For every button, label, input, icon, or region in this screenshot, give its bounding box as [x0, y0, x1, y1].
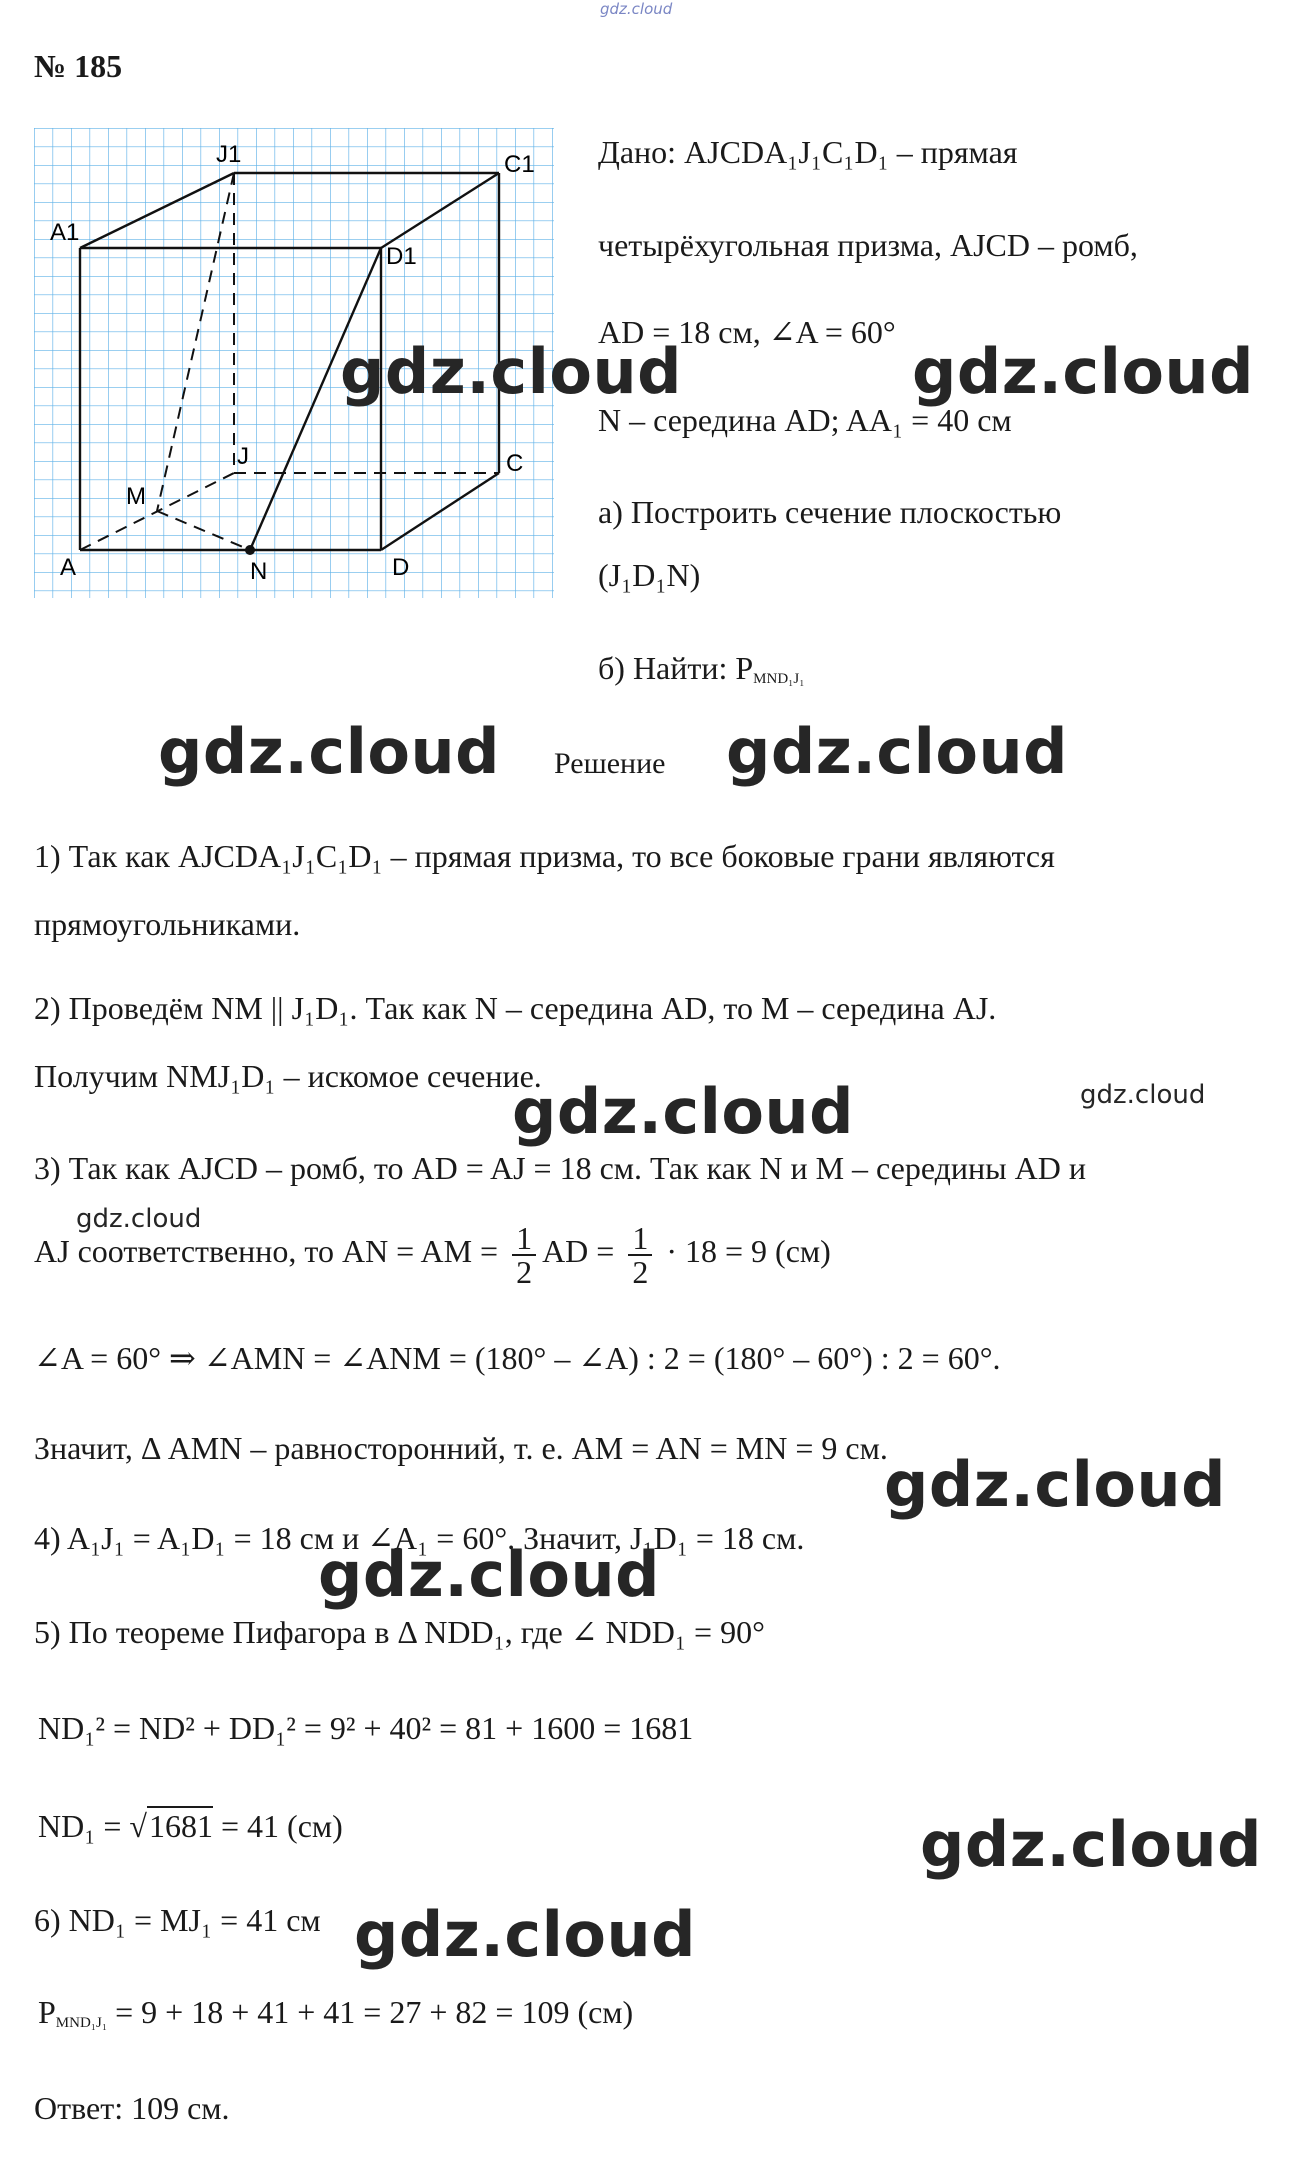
step-3-line-1: 3) Так как AJCD – ромб, то AD = AJ = 18 см. Так как N и M – середины AD и: [34, 1150, 1086, 1186]
step-3-line-2: AJ соответственно, то AN = AM = $\frac{1}{2}$ AD = $\frac{1}{2}$ · 18 = 9 (см): [34, 1219, 831, 1290]
label-C1: C1: [504, 151, 535, 178]
label-C: C: [506, 450, 524, 477]
label-J1: J1: [216, 141, 242, 168]
watermark: gdz.cloud: [884, 1448, 1227, 1521]
watermark: gdz.cloud: [512, 1075, 855, 1148]
step-3-line-3: ∠A = 60° ⇒ ∠AMN = ∠ANM = (180° – ∠A) : 2 = (180° – 60°) : 2 = 60°.: [34, 1340, 1001, 1376]
given-line-6: (J₁D₁N): [598, 557, 701, 593]
given-line-5: а) Построить сечение плоскостью: [598, 494, 1062, 530]
answer: Ответ: 109 см.: [34, 2090, 230, 2126]
step-3-line-4: Значит, Δ AMN – равносторонний, т. е. AM = AN = MN = 9 см.: [34, 1430, 888, 1466]
given-line-3: AD = 18 см, ∠A = 60°: [598, 314, 896, 350]
label-D: D: [392, 554, 410, 581]
step-5-line-2: ND₁² = ND² + DD₁² = 9² + 40² = 81 + 1600 = 1681: [38, 1710, 694, 1746]
watermark: gdz.cloud: [920, 1808, 1263, 1881]
problem-number: № 185: [34, 48, 123, 84]
given-line-7: б) Найти: $P_{MND_1J_1}$: [598, 650, 805, 687]
watermark: gdz.cloud: [340, 335, 683, 408]
watermark: gdz.cloud: [912, 335, 1255, 408]
watermark: gdz.cloud: [318, 1538, 661, 1611]
step-4: 4) A₁J₁ = A₁D₁ = 18 см и ∠A₁ = 60°. Значит, J₁D₁ = 18 см.: [34, 1520, 805, 1556]
step-6-line-2: $P_{MND_1J_1} = 9 + 18 + 41 + 41 = 27 + 82 = 109$ (см): [38, 1994, 634, 2031]
given-line-2: четырёхугольная призма, AJCD – ромб,: [598, 227, 1138, 263]
watermark: gdz.cloud: [76, 1204, 202, 1234]
given-line-1: Дано: AJCDA₁J₁C₁D₁ – прямая: [598, 134, 1018, 170]
watermark: gdz.cloud: [158, 715, 501, 788]
step-1-line-2: прямоугольниками.: [34, 906, 301, 942]
solution-heading: Решение: [554, 747, 666, 780]
fraction-half-2: $\frac{1}{2}$: [628, 1222, 652, 1288]
label-A: A: [60, 554, 77, 581]
label-J: J: [237, 443, 249, 470]
step-6-line-1: 6) ND₁ = MJ₁ = 41 см: [34, 1902, 321, 1938]
step-2-line-1: 2) Проведём NM || J₁D₁. Так как N – середина AD, то M – середина AJ.: [34, 990, 997, 1026]
watermark: gdz.cloud: [726, 715, 1069, 788]
label-A1: A1: [50, 219, 80, 246]
label-D1: D1: [386, 243, 417, 270]
step-5-line-3: ND₁ = √1681 = 41 (см): [38, 1808, 343, 1844]
fraction-half-1: $\frac{1}{2}$: [512, 1222, 536, 1288]
step-2-line-2: Получим NMJ₁D₁ – искомое сечение.: [34, 1058, 542, 1094]
label-N: N: [250, 558, 268, 585]
step-5-line-1: 5) По теореме Пифагора в Δ NDD₁, где ∠ NDD₁ = 90°: [34, 1614, 765, 1650]
step-1-line-1: 1) Так как AJCDA₁J₁C₁D₁ – прямая призма, то все боковые грани являются: [34, 838, 1055, 874]
top-watermark: gdz.cloud: [600, 0, 673, 18]
watermark: gdz.cloud: [354, 1898, 697, 1971]
label-M: M: [126, 483, 146, 510]
given-line-4: N – середина AD; AA₁ = 40 см: [598, 402, 1012, 438]
watermark: gdz.cloud: [1080, 1080, 1206, 1110]
